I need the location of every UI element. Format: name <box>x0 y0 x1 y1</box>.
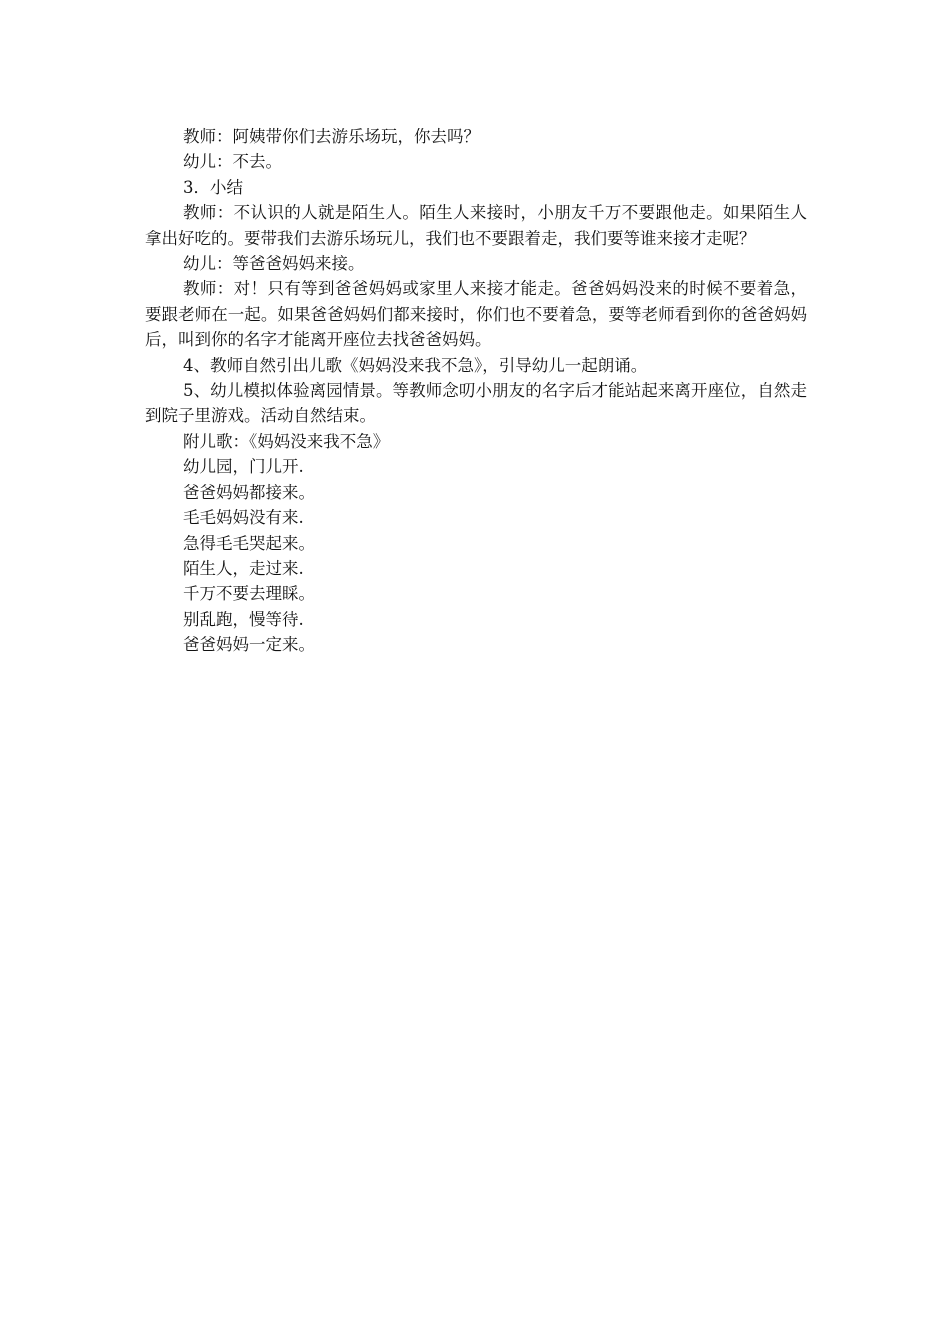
paragraph-song-title: 附儿歌：《妈妈没来我不急》 <box>183 431 390 451</box>
paragraph-section-summary: 3．小结 <box>183 177 243 197</box>
song-line: 千万不要去理睬。 <box>183 584 315 604</box>
paragraph-step-5: 5、幼儿模拟体验离园情景。等教师念叨小朋友的名字后才能站起来离开座位，自然走到院子里游戏。活动自然结束。 <box>145 381 807 426</box>
paragraph-teacher-invite: 教师：阿姨带你们去游乐场玩，你去吗？ <box>183 127 480 146</box>
paragraph-child-wait: 幼儿：等爸爸妈妈来接。 <box>183 254 365 274</box>
song-line: 陌生人，走过来. <box>183 558 304 578</box>
song-line: 爸爸妈妈都接来。 <box>183 482 315 502</box>
song-line: 别乱跑，慢等待. <box>183 609 304 629</box>
song-line: 爸爸妈妈一定来。 <box>183 635 315 655</box>
song-line: 急得毛毛哭起来。 <box>183 533 315 553</box>
song-line: 幼儿园，门儿开. <box>183 457 304 477</box>
paragraph-child-refuse: 幼儿：不去。 <box>183 152 282 172</box>
paragraph-step-4: 4、教师自然引出儿歌《妈妈没来我不急》，引导幼儿一起朗诵。 <box>183 355 648 375</box>
paragraph-teacher-explain: 教师：对！只有等到爸爸妈妈或家里人来接才能走。爸爸妈妈没来的时候不要着急，要跟老师在一起。如果爸爸妈妈们都来接时，你们也不要着急，要等老师看到你的爸爸妈妈后，叫到你的名字才能离开座位去找爸爸妈妈。 <box>145 279 807 350</box>
paragraph-teacher-stranger: 教师：不认识的人就是陌生人。陌生人来接时，小朋友千万不要跟他走。如果陌生人拿出好吃的。要带我们去游乐场玩儿，我们也不要跟着走，我们要等谁来接才走呢？ <box>145 203 807 248</box>
document-body <box>145 124 807 658</box>
song-line: 毛毛妈妈没有来. <box>183 508 304 528</box>
